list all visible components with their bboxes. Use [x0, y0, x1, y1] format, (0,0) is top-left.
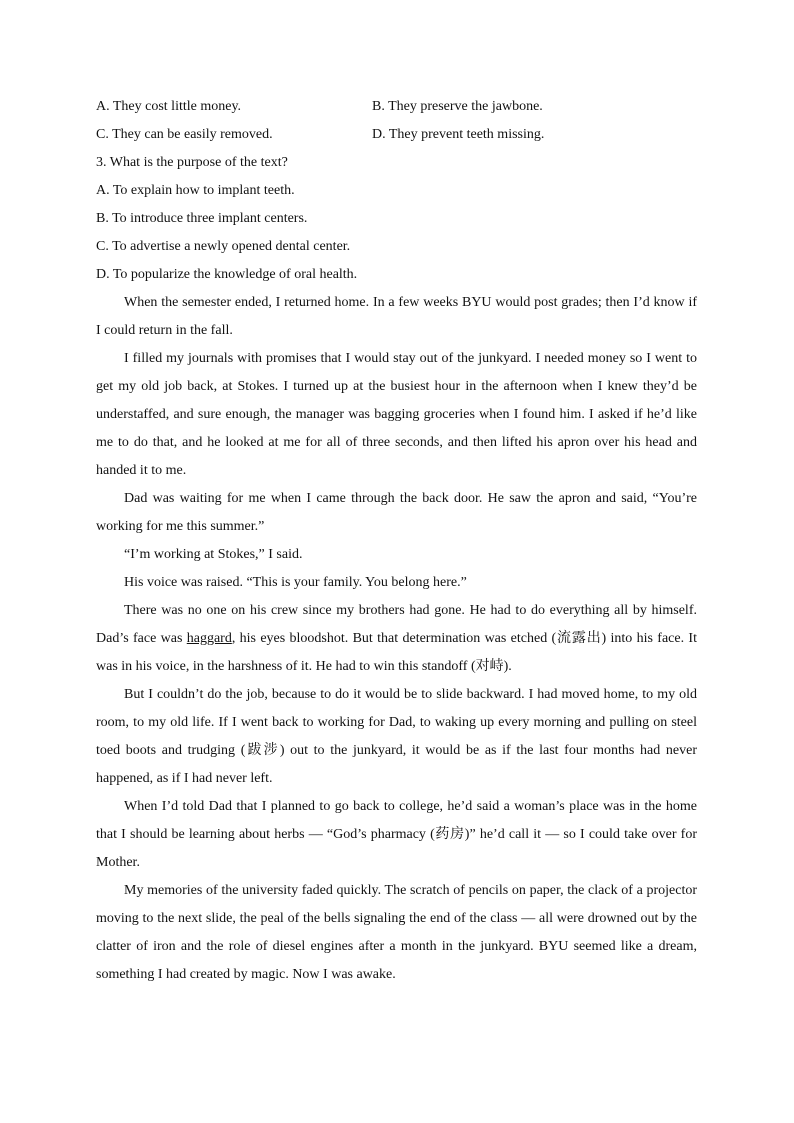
passage-paragraph-8: When I’d told Dad that I planned to go back to college, he’d said a woman’s place was in the home that I should be learning about herbs — “God’s pharmacy (药房)” he’d call it — so I could take over for Mother. — [96, 799, 697, 870]
q2-option-a: A. They cost little money. — [96, 99, 242, 114]
passage-paragraph-4: “I’m working at Stokes,” I said. — [124, 547, 303, 562]
passage-paragraph-2: I filled my journals with promises that I would stay out of the junkyard. I needed money so I went to get my old job back, at Stokes. I turned up at the busiest hour in the afternoon when I knew they’d be understaffed, and sure enough, the manager was bagging groceries when I found him. I asked if he’d like me to do that, and he looked at me for all of three seconds, and then lifted his apron over his head and handed it to me. — [96, 351, 697, 478]
q2-option-c: C. They can be easily removed. — [96, 127, 273, 142]
passage-paragraph-7: But I couldn’t do the job, because to do it would be to slide backward. I had moved home, to my old room, to my old life. If I went back to working for Dad, to waking up every morning and pulling on steel toed boots and trudging (跋涉) out to the junkyard, it would be as if the last four months had never happened, as if I had never left. — [96, 687, 697, 786]
document-page — [96, 93, 697, 989]
q3-option-d: D. To popularize the knowledge of oral health. — [96, 267, 358, 282]
q2-option-d: D. They prevent teeth missing. — [372, 127, 545, 142]
passage-paragraph-6 — [96, 597, 697, 681]
passage-paragraph-1: When the semester ended, I returned home. In a few weeks BYU would post grades; then I’d know if I could return in the fall. — [96, 295, 697, 338]
q3-option-a: A. To explain how to implant teeth. — [96, 183, 295, 198]
q2-options-row-1 — [96, 93, 697, 121]
q3-option-b: B. To introduce three implant centers. — [96, 211, 308, 226]
q2-option-b: B. They preserve the jawbone. — [372, 99, 543, 114]
q3-option-c: C. To advertise a newly opened dental center. — [96, 239, 351, 254]
p6-text-before: There was no one on his crew since my brothers had gone. He had to do everything all by himself. Dad’s face was — [96, 603, 697, 646]
p6-text-after: , his eyes bloodshot. But that determination was etched (流露出) into his face. It was in his voice, in the harshness of it. He had to win this standoff (对峙). — [96, 631, 697, 674]
passage-paragraph-3: Dad was waiting for me when I came through the back door. He saw the apron and said, “You’re working for me this summer.” — [96, 491, 697, 534]
q3-question: 3. What is the purpose of the text? — [96, 155, 288, 170]
q2-options-row-2 — [96, 121, 697, 149]
underlined-word-haggard: haggard — [186, 631, 232, 646]
passage-paragraph-5: His voice was raised. “This is your family. You belong here.” — [124, 575, 467, 590]
passage-paragraph-9: My memories of the university faded quickly. The scratch of pencils on paper, the clack of a projector moving to the next slide, the peal of the bells signaling the end of the class — all were drowned out by the clatter of iron and the role of diesel engines after a month in the junkyard. BYU seemed like a dream, something I had created by magic. Now I was awake. — [96, 883, 697, 982]
